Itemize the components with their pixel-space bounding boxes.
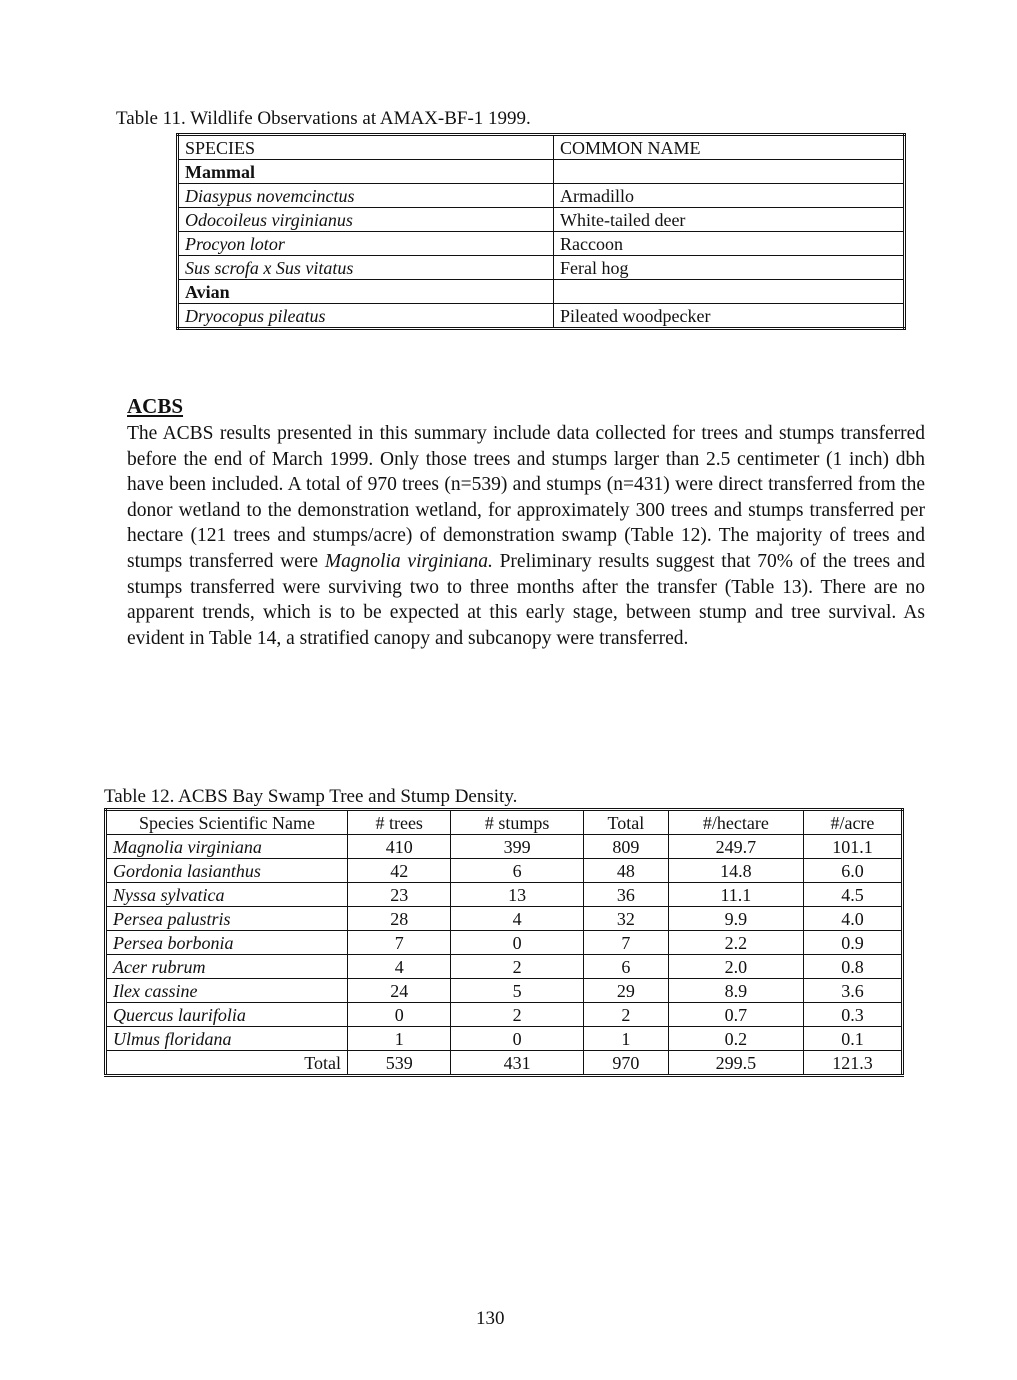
per-hectare-cell: 0.2 (668, 1027, 803, 1051)
per-acre-cell: 4.0 (803, 907, 902, 931)
header-species: SPECIES (178, 135, 554, 160)
acbs-paragraph (127, 421, 925, 651)
species-cell: Ulmus floridana (106, 1027, 348, 1051)
per-hectare-cell: 9.9 (668, 907, 803, 931)
common-name-cell: Raccoon (554, 232, 905, 256)
total-cell: 809 (583, 835, 668, 859)
total-cell: 48 (583, 859, 668, 883)
per-hectare-cell: 11.1 (668, 883, 803, 907)
common-name-cell (554, 280, 905, 304)
stumps-cell: 0 (451, 1027, 584, 1051)
table-row (106, 955, 903, 979)
table-header-row (106, 810, 903, 835)
table-row (178, 232, 905, 256)
total-cell: 7 (583, 931, 668, 955)
table-row (106, 907, 903, 931)
tree-stump-density-table (104, 808, 904, 1077)
per-acre-cell: 3.6 (803, 979, 902, 1003)
per-acre-cell: 0.1 (803, 1027, 902, 1051)
species-cell: Ilex cassine (106, 979, 348, 1003)
total-cell: 6 (583, 955, 668, 979)
stumps-cell: 4 (451, 907, 584, 931)
species-cell: Diasypus novemcinctus (178, 184, 554, 208)
table-row (178, 280, 905, 304)
species-cell: Odocoileus virginianus (178, 208, 554, 232)
per-acre-cell: 0.8 (803, 955, 902, 979)
table-row (106, 931, 903, 955)
table-row (178, 304, 905, 329)
species-cell: Magnolia virginiana (106, 835, 348, 859)
per-hectare-cell: 249.7 (668, 835, 803, 859)
stumps-cell: 0 (451, 931, 584, 955)
species-cell: Acer rubrum (106, 955, 348, 979)
header-stumps: # stumps (451, 810, 584, 835)
trees-cell: 24 (348, 979, 451, 1003)
per-acre-cell: 0.9 (803, 931, 902, 955)
stumps-cell: 13 (451, 883, 584, 907)
table-row (178, 208, 905, 232)
per-hectare-cell: 0.7 (668, 1003, 803, 1027)
per-hectare-cell: 2.2 (668, 931, 803, 955)
paragraph-text: Preliminary results suggest that 70% of the trees and stumps transferred were surviving two to three months after the transfer (Table 13). There are no apparent trends, which is to be expected at this early stage, between stump and tree survival. As evident in Table 14, a stratified canopy and subcanopy were transferred. (127, 550, 926, 649)
table-row (106, 883, 903, 907)
header-common-name: COMMON NAME (554, 135, 905, 160)
table-header-row (178, 135, 905, 160)
header-trees: # trees (348, 810, 451, 835)
table-row (178, 256, 905, 280)
species-cell: Dryocopus pileatus (178, 304, 554, 329)
table-row (106, 979, 903, 1003)
table-row (106, 859, 903, 883)
table-row (106, 1027, 903, 1051)
species-cell: Persea borbonia (106, 931, 348, 955)
species-cell: Quercus laurifolia (106, 1003, 348, 1027)
trees-cell: 7 (348, 931, 451, 955)
table-row (178, 160, 905, 184)
table-row (106, 835, 903, 859)
table-12-caption: Table 12. ACBS Bay Swamp Tree and Stump Density. (104, 786, 518, 807)
species-cell: Gordonia lasianthus (106, 859, 348, 883)
total-cell: 36 (583, 883, 668, 907)
common-name-cell: White-tailed deer (554, 208, 905, 232)
per-acre-cell: 6.0 (803, 859, 902, 883)
stumps-total: 431 (451, 1051, 584, 1076)
paragraph-text: The ACBS results presented in this summary include data collected for trees and stumps transferred before the end of March 1999. Only those trees and stumps larger than 2.5 centimeter (1 inch) dbh have been included. A total of 970 trees (n=539) and stumps (n=431) were direct transferred from the donor wetland to the demonstration wetland, for approximately 300 trees and stumps transferred per hectare (121 trees and stumps/acre) of demonstration swamp (Table 12). The majority of trees and stumps transferred were (127, 423, 925, 572)
common-name-cell: Feral hog (554, 256, 905, 280)
per-acre-total: 121.3 (803, 1051, 902, 1076)
common-name-cell (554, 160, 905, 184)
species-cell: Persea palustris (106, 907, 348, 931)
trees-cell: 4 (348, 955, 451, 979)
trees-cell: 1 (348, 1027, 451, 1051)
species-cell: Procyon lotor (178, 232, 554, 256)
header-total: Total (583, 810, 668, 835)
trees-cell: 23 (348, 883, 451, 907)
per-hectare-total: 299.5 (668, 1051, 803, 1076)
table-row (106, 1003, 903, 1027)
trees-cell: 28 (348, 907, 451, 931)
trees-cell: 42 (348, 859, 451, 883)
total-label: Total (106, 1051, 348, 1076)
wildlife-observations-table (176, 133, 906, 330)
total-cell: 32 (583, 907, 668, 931)
section-heading-acbs: ACBS (127, 394, 184, 418)
stumps-cell: 6 (451, 859, 584, 883)
per-hectare-cell: 14.8 (668, 859, 803, 883)
stumps-cell: 5 (451, 979, 584, 1003)
common-name-cell: Armadillo (554, 184, 905, 208)
trees-cell: 0 (348, 1003, 451, 1027)
stumps-cell: 2 (451, 955, 584, 979)
category-cell: Avian (178, 280, 554, 304)
total-row (106, 1051, 903, 1076)
per-acre-cell: 0.3 (803, 1003, 902, 1027)
per-acre-cell: 101.1 (803, 835, 902, 859)
total-cell: 29 (583, 979, 668, 1003)
header-per-hectare: #/hectare (668, 810, 803, 835)
header-species-name: Species Scientific Name (106, 810, 348, 835)
species-name: Magnolia virginiana. (324, 550, 493, 572)
trees-cell: 410 (348, 835, 451, 859)
stumps-cell: 399 (451, 835, 584, 859)
per-acre-cell: 4.5 (803, 883, 902, 907)
table-row (178, 184, 905, 208)
grand-total: 970 (583, 1051, 668, 1076)
species-cell: Sus scrofa x Sus vitatus (178, 256, 554, 280)
trees-total: 539 (348, 1051, 451, 1076)
table-11-caption: Table 11. Wildlife Observations at AMAX-BF-1 1999. (116, 108, 531, 129)
category-cell: Mammal (178, 160, 554, 184)
common-name-cell: Pileated woodpecker (554, 304, 905, 329)
per-hectare-cell: 8.9 (668, 979, 803, 1003)
total-cell: 2 (583, 1003, 668, 1027)
species-cell: Nyssa sylvatica (106, 883, 348, 907)
total-cell: 1 (583, 1027, 668, 1051)
header-per-acre: #/acre (803, 810, 902, 835)
stumps-cell: 2 (451, 1003, 584, 1027)
page-number: 130 (476, 1308, 505, 1329)
per-hectare-cell: 2.0 (668, 955, 803, 979)
